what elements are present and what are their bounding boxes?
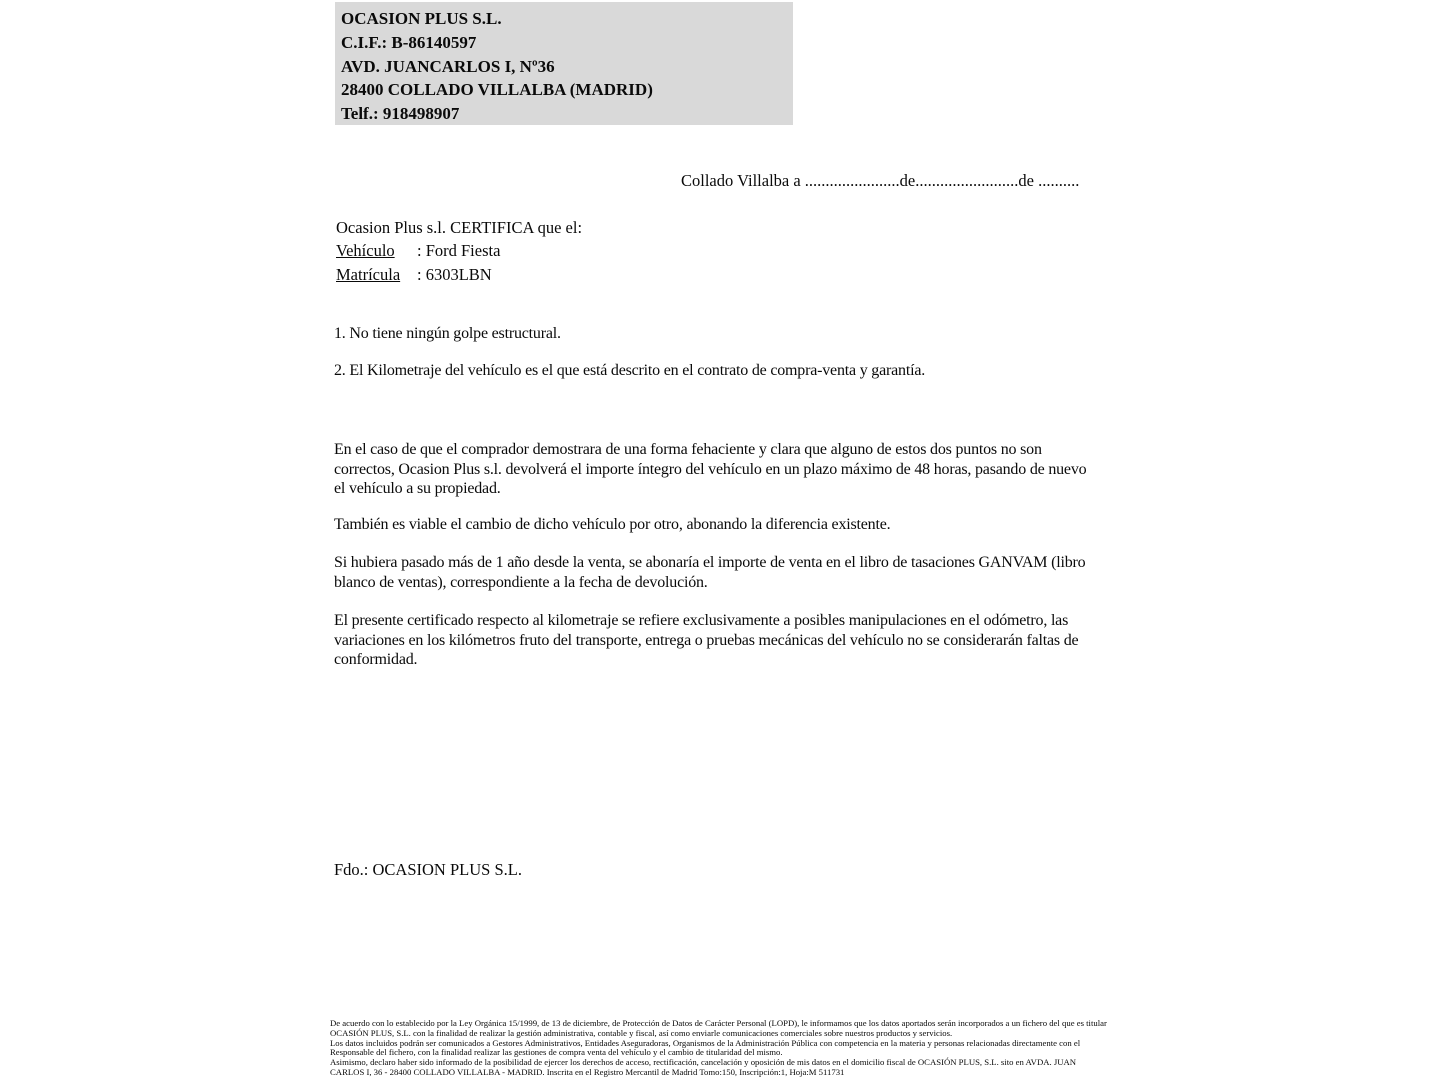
certify-intro: Ocasion Plus s.l. CERTIFICA que el: xyxy=(336,218,583,237)
plate-label: Matrícula xyxy=(336,264,401,284)
vehicle-label: Vehículo xyxy=(336,241,395,261)
company-name: OCASION PLUS S.L. xyxy=(341,9,502,28)
legal-footer-line: De acuerdo con lo establecido por la Ley Orgánica 15/1999, de 13 de diciembre, de Protección de Datos de Carácter Personal (LOPD), le informamos que los datos aportados serán incorporados a un fichero del que es titular xyxy=(330,1018,1107,1028)
vehicle-row xyxy=(336,239,582,262)
date-line: Collado Villalba a .......................de.........................de .......... xyxy=(681,171,1080,190)
condition-point-2: 2. El Kilometraje del vehículo es el que está descrito en el contrato de compra-venta y garantía. xyxy=(334,362,926,379)
company-phone: Telf.: 918498907 xyxy=(341,104,460,124)
legal-footer-line: Responsable del fichero, con la finalidad realizar las gestiones de compra venta del vehículo y el cambio de titularidad del mismo. xyxy=(330,1047,783,1058)
plate-value: : 6303LBN xyxy=(417,264,492,284)
body-paragraph-exchange: También es viable el cambio de dicho vehículo por otro, abonando la diferencia existente. xyxy=(334,516,891,533)
legal-footer xyxy=(330,1019,1107,1078)
plate-row xyxy=(336,263,582,286)
legal-footer-line: OCASIÓN PLUS, S.L. con la finalidad de realizar la gestión administrativa, contable y fiscal, así como enviarle comunicaciones comerciales sobre nuestros productos y servicios. xyxy=(330,1027,953,1038)
body-paragraph-refund: En el caso de que el comprador demostrara de una forma fehaciente y clara que alguno de estos dos puntos no son correctos, Ocasion Plus s.l. devolverá el importe íntegro del vehículo en un plazo máximo de 48 horas, pasando de nuevo el vehículo a su propiedad. xyxy=(334,441,1087,498)
signature-line: Fdo.: OCASION PLUS S.L. xyxy=(334,860,522,879)
body-paragraph-odometer: El presente certificado respecto al kilometraje se refiere exclusivamente a posibles manipulaciones en el odómetro, las variaciones en los kilómetros fruto del transporte, entrega o pruebas mecánicas del vehículo no se considerarán faltas de conformidad. xyxy=(334,612,1079,669)
vehicle-value: : Ford Fiesta xyxy=(417,241,501,261)
company-city: 28400 COLLADO VILLALBA (MADRID) xyxy=(341,80,653,100)
company-cif: C.I.F.: B-86140597 xyxy=(341,32,477,52)
legal-footer-line: Los datos incluidos podrán ser comunicados a Gestores Administrativos, Entidades Aseguradoras, Organismos de la Administración Pública con competencia en la materia y personas relacionadas directamente con el xyxy=(330,1037,1081,1048)
certification-block xyxy=(336,216,582,286)
legal-footer-line: CARLOS I, 36 - 28400 COLLADO VILLALBA - MADRID. Inscrita en el Registro Mercantil de Madrid Tomo:150, Inscripción:1, Hoja:M 511731 xyxy=(330,1066,845,1077)
legal-footer-line: Asimismo, declaro haber sido informado de la posibilidad de ejercer los derechos de acceso, rectificación, cancelación y oposición de mis datos en el domicilio fiscal de OCASIÓN PLUS, S.L. sito en AVDA. JUAN xyxy=(330,1057,1077,1068)
company-address: AVD. JUANCARLOS I, Nº36 xyxy=(341,56,555,76)
condition-point-1: 1. No tiene ningún golpe estructural. xyxy=(334,325,561,342)
letterhead-box xyxy=(335,2,793,125)
body-paragraph-ganvam: Si hubiera pasado más de 1 año desde la venta, se abonaría el importe de venta en el libro de tasaciones GANVAM (libro blanco de ventas), correspondiente a la fecha de devolución. xyxy=(334,554,1086,591)
